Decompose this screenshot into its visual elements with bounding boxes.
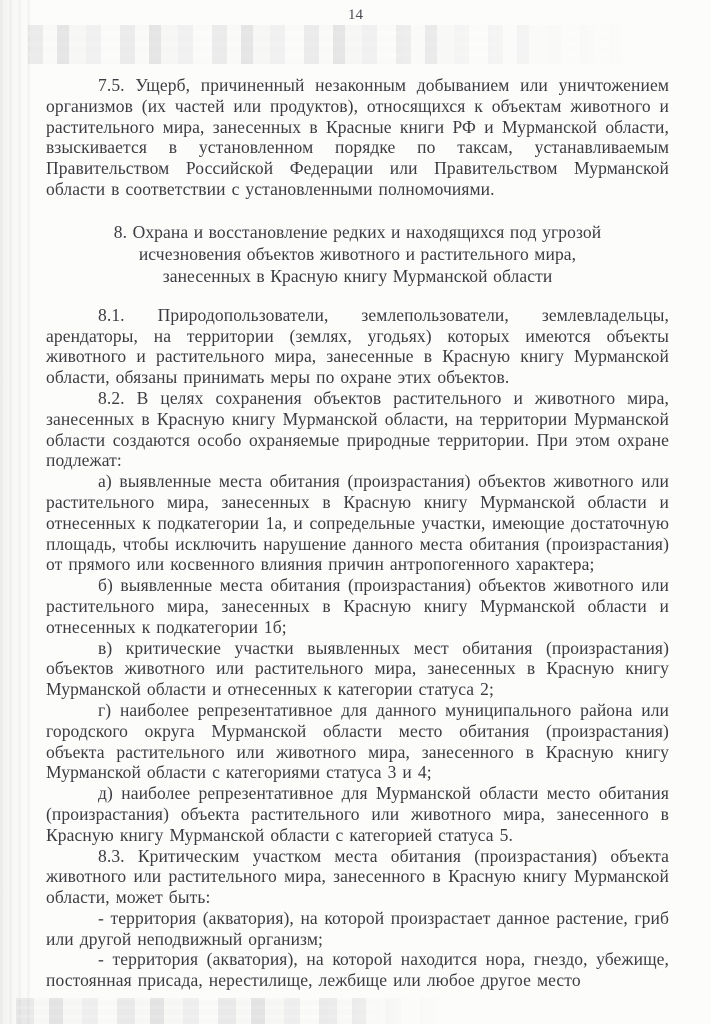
list-item-b: б) выявленные места обитания (произрастания) объектов животного или растительного мира, занесенных в Красную книгу Мурманской области и отнесенных к подкатегории 1б; — [46, 575, 669, 637]
dash-item-1: - территория (акватория), на которой произрастает данное растение, гриб или другой неподвижный организм; — [46, 907, 669, 949]
list-item-a: а) выявленные места обитания (произрастания) объектов животного или растительного мира, занесенных в Красную книгу Мурманской области и отнесенных к подкатегории 1а, и сопредельные участки, имеющие достаточную площадь, чтобы исключить нарушение данного места обитания (произрастания) от прямого или косвенного влияния причин антропогенного характера; — [46, 471, 669, 575]
dash-item-2: - территория (акватория), на которой находится нора, гнездо, убежище, постоянная присада, нерестилище, лежбище или любое другое место — [46, 949, 669, 991]
scan-noise-top — [28, 25, 643, 64]
scan-noise-bottom — [16, 998, 448, 1024]
paragraph-7-5: 7.5. Ущерб, причиненный незаконным добыванием или уничтожением организмов (их частей или продуктов), относящихся к объектам животного и растительного мира, занесенных в Красные книги РФ и Мурманской области, взыскивается в установленном порядке по таксам, устанавливаемым Правительством Российской Федерации или Правительством Мурманской области в соответствии с установленными полномочиями. — [46, 75, 669, 199]
list-item-g: г) наиболее репрезентативное для данного муниципального района или городского округа Мурманской области место обитания (произрастания) объекта растительного или животного мира, занесенного в Красную книгу Мурманской области с категориями статуса 3 и 4; — [46, 699, 669, 783]
paragraph-8-3: 8.3. Критическим участком места обитания (произрастания) объекта животного или растительного мира, занесенного в Красную книгу Мурманской области, может быть: — [46, 845, 669, 908]
text-column — [0, 75, 711, 991]
list-item-d: д) наиболее репрезентативное для Мурманской области место обитания (произрастания) объекта растительного или животного мира, занесенного в Красную книгу Мурманской области с категорией статуса 5. — [46, 783, 669, 845]
paragraph-8-2: 8.2. В целях сохранения объектов растительного и животного мира, занесенных в Красную книгу Мурманской области, на территории Мурманской области создаются особо охраняемые природные территории. При этом охране подлежат: — [46, 387, 669, 471]
list-item-v: в) критические участки выявленных мест обитания (произрастания) объектов животного или растительного мира, занесенных в Красную книгу Мурманской области и отнесенных к категории статуса 2; — [46, 637, 669, 700]
page-number: 14 — [348, 7, 363, 23]
section-8-heading: 8. Охрана и восстановление редких и находящихся под угрозой исчезновения объектов животного и растительного мира, занесенных в Красную книгу Мурманской области — [113, 221, 602, 286]
paragraph-8-1: 8.1. Природопользователи, землепользователи, землевладельцы, арендаторы, на территории (землях, угодьях) которых имеются объекты животного и растительного мира, занесенные в Красную книгу Мурманской области, обязаны принимать меры по охране этих объектов. — [46, 304, 669, 388]
